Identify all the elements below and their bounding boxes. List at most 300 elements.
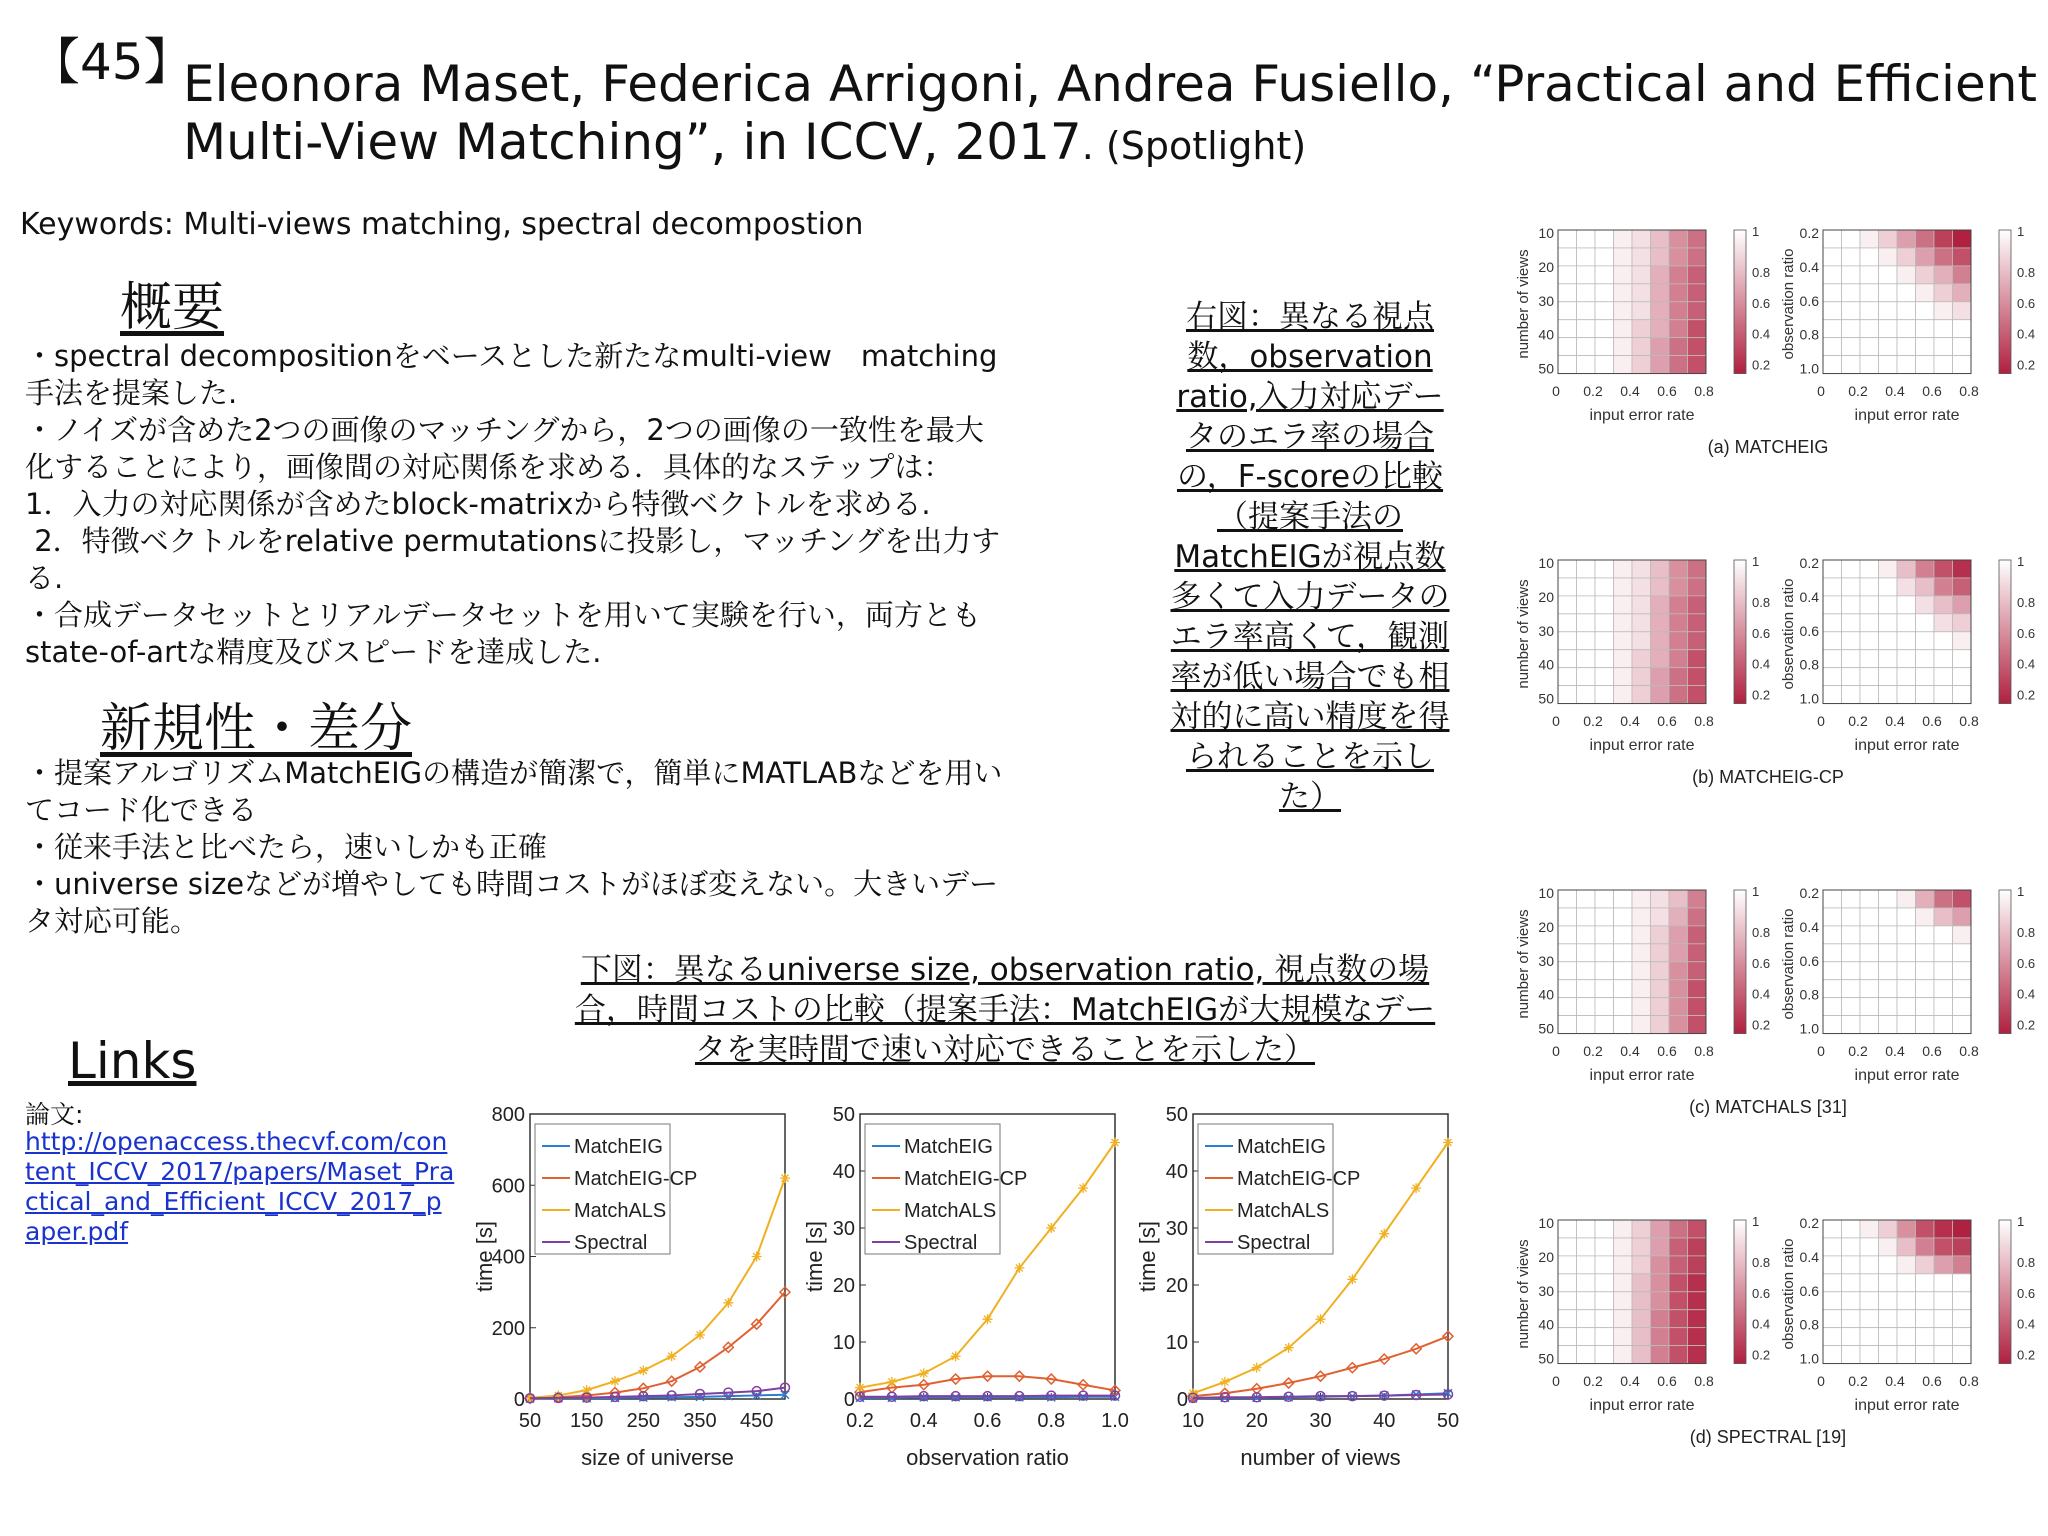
heatmap-cell (1860, 1274, 1879, 1292)
heatmap-cell (1669, 944, 1688, 962)
novelty-body (25, 755, 1095, 940)
heatmap-cell (1577, 944, 1596, 962)
heatmap-cell (1614, 320, 1633, 338)
heatmap-cell (1669, 578, 1688, 596)
heatmap-cell (1934, 944, 1953, 962)
heatmap-cell (1953, 686, 1972, 704)
paper-link[interactable]: http://openaccess.thecvf.com/content_ICCV_2017/papers/Maset_Practical_and_Efficient_ICCV_2017_paper.pdf (25, 1127, 455, 1246)
heatmap-x-tick: 0.8 (1694, 1043, 1714, 1059)
heatmap-cell (1614, 1274, 1633, 1292)
heatmap-cell (1614, 1016, 1633, 1034)
heatmap-cell (1632, 1292, 1651, 1310)
heatmap-y-label: observation ratio (1780, 578, 1797, 690)
heatmap-cell (1614, 1256, 1633, 1274)
heatmap-cell (1651, 614, 1670, 632)
heatmap-cell (1916, 560, 1935, 578)
heatmap-cell (1953, 668, 1972, 686)
heatmap-cell (1577, 926, 1596, 944)
legend-label: MatchALS (1237, 1200, 1330, 1222)
x-tick-label: 0.8 (1037, 1410, 1066, 1432)
heatmap-cell (1595, 284, 1614, 302)
heatmap-cell (1577, 668, 1596, 686)
heatmap-cell (1669, 356, 1688, 374)
heatmap-cell (1860, 596, 1879, 614)
heatmap-cell (1577, 356, 1596, 374)
heatmap-cell (1860, 1256, 1879, 1274)
heatmap-cell (1823, 686, 1842, 704)
heatmap-cell (1842, 1328, 1861, 1346)
heatmap-cell (1688, 1346, 1707, 1364)
heatmap-cell (1842, 650, 1861, 668)
y-tick-label: 0 (1176, 1389, 1188, 1411)
x-tick-label: 250 (626, 1410, 661, 1432)
heatmap-cell (1823, 302, 1842, 320)
y-axis-label: time [s] (802, 1221, 827, 1292)
y-tick-label: 30 (832, 1218, 855, 1240)
heatmap-cell (1651, 908, 1670, 926)
heatmap-cell (1860, 356, 1879, 374)
heatmap-x-tick: 0.6 (1922, 713, 1942, 729)
heatmap-cell (1595, 944, 1614, 962)
timing-line-charts (472, 1100, 1490, 1525)
heatmap-cell (1934, 1220, 1953, 1238)
paper-title (183, 55, 2043, 175)
heatmap-x-tick: 0.4 (1620, 1043, 1640, 1059)
heatmap-x-tick: 0.8 (1694, 713, 1714, 729)
bottom-caption-line: 下図：異なるuniverse size, observation ratio, 視点数の場 (580, 952, 1430, 988)
heatmap-cell (1614, 596, 1633, 614)
heatmap-cell (1823, 668, 1842, 686)
heatmap-cell (1823, 596, 1842, 614)
heatmap-cell (1632, 614, 1651, 632)
heatmap-cell (1595, 614, 1614, 632)
heatmap-cell (1614, 1292, 1633, 1310)
heatmap-cell (1953, 1328, 1972, 1346)
colorbar-tick: 0.8 (2017, 594, 2036, 610)
heatmap-cell (1879, 998, 1898, 1016)
heatmap-cell (1823, 1220, 1842, 1238)
heatmap-cell (1558, 1256, 1577, 1274)
heatmap-cell (1842, 980, 1861, 998)
heatmap-cell (1558, 560, 1577, 578)
heatmap-cell (1953, 944, 1972, 962)
heatmap-cell (1860, 578, 1879, 596)
heatmap-cell (1558, 1220, 1577, 1238)
right-caption-line: 右図：異なる視点 (1186, 299, 1434, 335)
novelty-line: ・従来手法と比べたら，速いしかも正確 (25, 830, 548, 864)
heatmap-cell (1916, 926, 1935, 944)
y-tick-label: 10 (1165, 1332, 1188, 1354)
heatmap-cell (1632, 356, 1651, 374)
heatmap-cell (1934, 230, 1953, 248)
heatmap-cell (1953, 1238, 1972, 1256)
data-point (1443, 1138, 1453, 1148)
heatmap-cell (1916, 962, 1935, 980)
heatmap-cell (1669, 266, 1688, 284)
heatmap-cell (1688, 266, 1707, 284)
heatmap-y-tick: 20 (1538, 258, 1554, 275)
heatmap-y-tick: 0.4 (1799, 588, 1819, 605)
heatmap-x-tick: 0.8 (1959, 1043, 1979, 1059)
heatmap-cell (1916, 284, 1935, 302)
heatmap-cell (1558, 668, 1577, 686)
heatmap-cell (1669, 926, 1688, 944)
heatmap-cell (1842, 248, 1861, 266)
heatmap-cell (1614, 302, 1633, 320)
right-caption-line: られることを示し (1186, 739, 1434, 775)
heatmap-cell (1688, 284, 1707, 302)
heatmap-y-label: observation ratio (1780, 1238, 1797, 1350)
heatmap-cell (1651, 302, 1670, 320)
heatmap-cell (1558, 980, 1577, 998)
data-point (1110, 1138, 1120, 1148)
heatmap-cell (1916, 1256, 1935, 1274)
data-point (610, 1376, 620, 1386)
heatmap-cell (1934, 980, 1953, 998)
heatmap-cell (1558, 230, 1577, 248)
heatmap-cell (1823, 1310, 1842, 1328)
heatmap-cell (1879, 1220, 1898, 1238)
heatmap-cell (1953, 1274, 1972, 1292)
heatmap-y-tick: 0.2 (1799, 1215, 1819, 1231)
heatmap-cell (1860, 632, 1879, 650)
heatmap-cell (1897, 1220, 1916, 1238)
heatmap-cell (1632, 890, 1651, 908)
heatmap-cell (1879, 1292, 1898, 1310)
heatmap-cell (1577, 908, 1596, 926)
colorbar-tick: 0.6 (1752, 955, 1771, 971)
heatmap-cell (1669, 980, 1688, 998)
heatmap-cell (1614, 944, 1633, 962)
heatmap-cell (1823, 230, 1842, 248)
heatmap-cell (1669, 284, 1688, 302)
heatmap-cell (1953, 1292, 1972, 1310)
heatmap-cell (1934, 284, 1953, 302)
heatmap-cell (1688, 560, 1707, 578)
heatmap-cell (1934, 1310, 1953, 1328)
x-tick-label: 0.6 (973, 1410, 1002, 1432)
heatmap-cell (1823, 560, 1842, 578)
heatmap-cell (1632, 1328, 1651, 1346)
heatmap-cell (1860, 908, 1879, 926)
heatmap-cell (1614, 668, 1633, 686)
heatmap-cell (1897, 614, 1916, 632)
heatmap-cell (1614, 614, 1633, 632)
heatmap-cell (1632, 230, 1651, 248)
heatmap-y-label: number of views (1515, 909, 1532, 1019)
heatmap-cell (1879, 1346, 1898, 1364)
heatmap-cell (1651, 1328, 1670, 1346)
heatmap-x-label: input error rate (1589, 407, 1695, 424)
y-tick-label: 40 (1165, 1161, 1188, 1183)
summary-body (25, 338, 1095, 671)
legend-label: MatchALS (574, 1200, 667, 1222)
heatmap-y-tick: 40 (1538, 326, 1554, 343)
heatmap-cell (1879, 1274, 1898, 1292)
heatmap-cell (1632, 596, 1651, 614)
heatmap-y-tick: 50 (1538, 690, 1554, 707)
heatmap-cell (1823, 338, 1842, 356)
heatmap-x-tick: 0.6 (1922, 1043, 1942, 1059)
heatmap-cell (1897, 668, 1916, 686)
heatmap-cell (1558, 1016, 1577, 1034)
colorbar-tick: 0.2 (1752, 687, 1771, 703)
colorbar-tick: 1 (1752, 554, 1760, 569)
heatmap-cell (1842, 1274, 1861, 1292)
heatmap-cell (1953, 926, 1972, 944)
heatmap-cell (1614, 998, 1633, 1016)
heatmap-cell (1860, 614, 1879, 632)
heatmap-cell (1669, 230, 1688, 248)
heatmap-cell (1595, 908, 1614, 926)
heatmap-cell (1558, 686, 1577, 704)
heatmap-cell (1897, 1292, 1916, 1310)
heatmap-cell (1669, 1016, 1688, 1034)
heatmap-cell (1688, 1274, 1707, 1292)
heatmap-cell (1558, 302, 1577, 320)
heatmap-figure-1 (1515, 224, 2035, 457)
heatmap-cell (1897, 1346, 1916, 1364)
heatmap-cell (1614, 632, 1633, 650)
heatmap-cell (1823, 962, 1842, 980)
heatmap-cell (1916, 320, 1935, 338)
heatmap-y-tick: 40 (1538, 986, 1554, 1003)
paper-title-suffix: . (Spotlight) (1081, 124, 1307, 168)
heatmap-x-tick: 0 (1817, 1373, 1825, 1389)
colorbar-tick: 0.4 (2017, 656, 2036, 672)
heatmap-cell (1595, 596, 1614, 614)
heatmap-cell (1823, 1328, 1842, 1346)
heatmap-cell (1614, 1310, 1633, 1328)
heatmap-cell (1614, 890, 1633, 908)
heatmap-cell (1651, 1016, 1670, 1034)
heatmap-cell (1669, 908, 1688, 926)
heatmap-x-tick: 0.6 (1657, 383, 1677, 399)
heatmap-cell (1651, 668, 1670, 686)
colorbar-tick: 0.8 (2017, 264, 2036, 280)
legend-label: MatchEIG-CP (904, 1168, 1028, 1190)
heatmap-cell (1842, 1292, 1861, 1310)
heatmap-cell (1669, 668, 1688, 686)
summary-line: state-of-artな精度及びスピードを達成した. (25, 635, 602, 669)
colorbar-tick: 0.2 (1752, 1017, 1771, 1033)
heatmap-cell (1879, 962, 1898, 980)
heatmap-cell (1669, 302, 1688, 320)
heatmap-x-label: input error rate (1589, 1397, 1695, 1414)
heatmap-cell (1879, 1328, 1898, 1346)
heatmap-cell (1953, 230, 1972, 248)
heatmap-cell (1577, 614, 1596, 632)
heatmap-y-label: observation ratio (1780, 248, 1797, 360)
heatmap-cell (1688, 356, 1707, 374)
colorbar (1734, 1220, 1746, 1364)
heatmap-cell (1558, 578, 1577, 596)
heatmap-cell (1669, 1346, 1688, 1364)
heatmap-cell (1916, 668, 1935, 686)
heatmap-cell (1595, 668, 1614, 686)
heatmap-cell (1558, 266, 1577, 284)
heatmap-cell (1897, 980, 1916, 998)
heatmap-x-tick: 0.6 (1657, 713, 1677, 729)
heatmap-cell (1916, 1292, 1935, 1310)
heatmap-y-tick: 0.2 (1799, 885, 1819, 901)
y-tick-label: 0 (513, 1389, 525, 1411)
colorbar-tick: 0.2 (2017, 357, 2036, 373)
heatmap-cell (1897, 1238, 1916, 1256)
heatmap-cell (1823, 578, 1842, 596)
colorbar (1999, 1220, 2011, 1364)
heatmap-cell (1879, 632, 1898, 650)
right-caption-line: 対的に高い精度を得 (1170, 699, 1450, 735)
heatmap-cell (1688, 998, 1707, 1016)
heatmap-cell (1577, 320, 1596, 338)
heatmap-cell (1916, 1310, 1935, 1328)
heatmap-cell (1916, 230, 1935, 248)
heatmap-cell (1669, 1238, 1688, 1256)
heatmap-cell (1669, 320, 1688, 338)
heatmap-cell (1842, 230, 1861, 248)
heatmap-cell (1614, 578, 1633, 596)
heatmap-cell (1897, 302, 1916, 320)
heatmap-cell (1632, 1346, 1651, 1364)
heatmap-x-label: input error rate (1589, 737, 1695, 754)
heatmap-cell (1842, 998, 1861, 1016)
colorbar-tick: 0.8 (1752, 1254, 1771, 1270)
heatmap-cell (1651, 944, 1670, 962)
y-tick-label: 20 (832, 1275, 855, 1297)
right-caption-line: 数，observation (1187, 339, 1433, 375)
heatmap-cell (1953, 356, 1972, 374)
colorbar-tick: 0.8 (2017, 924, 2036, 940)
heatmap-cell (1595, 1256, 1614, 1274)
colorbar-tick: 1 (1752, 224, 1760, 239)
colorbar-tick: 0.4 (1752, 326, 1771, 342)
bottom-caption-line: タを実時間で速い対応できることを示した） (695, 1032, 1315, 1068)
heatmap-cell (1669, 248, 1688, 266)
heatmap-cell (1860, 980, 1879, 998)
heatmap-cell (1688, 320, 1707, 338)
heatmap-cell (1823, 1346, 1842, 1364)
heatmap-cell (1558, 998, 1577, 1016)
heatmap-cell (1577, 1238, 1596, 1256)
heatmap-cell (1897, 1016, 1916, 1034)
colorbar-tick: 0.4 (1752, 656, 1771, 672)
heatmap-cell (1897, 1328, 1916, 1346)
heatmap-y-tick: 10 (1538, 555, 1554, 571)
heatmap-cell (1897, 596, 1916, 614)
summary-line: る. (25, 561, 64, 595)
heatmap-cell (1842, 284, 1861, 302)
heatmap-cell (1669, 686, 1688, 704)
heatmap-cell (1688, 908, 1707, 926)
heatmap-cell (1688, 650, 1707, 668)
heatmap-cell (1953, 302, 1972, 320)
heatmap-cell (1669, 560, 1688, 578)
heatmap-caption: (d) SPECTRAL [19] (1689, 1427, 1847, 1447)
heatmap-cell (1823, 248, 1842, 266)
summary-heading: 概要 (120, 278, 225, 338)
heatmap-cell (1934, 632, 1953, 650)
heatmap-cell (1577, 560, 1596, 578)
heatmap-cell (1842, 338, 1861, 356)
heatmap-cell (1934, 1328, 1953, 1346)
heatmap-cell (1577, 248, 1596, 266)
heatmap-cell (1860, 560, 1879, 578)
heatmap-cell (1934, 650, 1953, 668)
y-tick-label: 10 (832, 1332, 855, 1354)
colorbar-tick: 0.6 (1752, 1285, 1771, 1301)
heatmap-cell (1823, 926, 1842, 944)
heatmap-cell (1595, 890, 1614, 908)
heatmap-cell (1823, 980, 1842, 998)
heatmap-cell (1632, 1220, 1651, 1238)
heatmap-cell (1897, 1310, 1916, 1328)
heatmap-cell (1842, 1220, 1861, 1238)
heatmap-x-tick: 0.8 (1694, 383, 1714, 399)
heatmap-cell (1669, 1274, 1688, 1292)
data-point (1046, 1223, 1056, 1233)
right-caption-line: エラ率高くて，観測 (1170, 619, 1450, 655)
heatmap-cell (1632, 1016, 1651, 1034)
heatmap-cell (1897, 560, 1916, 578)
heatmap-cell (1823, 650, 1842, 668)
heatmap-cell (1669, 596, 1688, 614)
heatmap-cell (1934, 578, 1953, 596)
heatmap-y-tick: 30 (1538, 1282, 1554, 1299)
right-caption-line: MatchEIGが視点数 (1174, 539, 1446, 575)
heatmap-cell (1860, 248, 1879, 266)
heatmap-cell (1916, 578, 1935, 596)
colorbar-tick: 0.2 (1752, 1347, 1771, 1363)
heatmap-cell (1651, 560, 1670, 578)
heatmap-cell (1860, 320, 1879, 338)
x-axis-label: number of views (1240, 1445, 1401, 1470)
heatmap-y-tick: 0.8 (1799, 326, 1819, 343)
heatmap-cell (1916, 944, 1935, 962)
heatmap-cell (1632, 266, 1651, 284)
heatmap-cell (1860, 302, 1879, 320)
heatmap-panel-views (1515, 1214, 1770, 1414)
x-tick-label: 10 (1181, 1410, 1205, 1432)
heatmap-cell (1879, 1256, 1898, 1274)
heatmap-x-tick: 0.2 (1583, 383, 1603, 399)
x-axis-label: observation ratio (906, 1445, 1069, 1470)
heatmap-cell (1842, 560, 1861, 578)
heatmap-cell (1577, 266, 1596, 284)
colorbar-tick: 0.8 (1752, 594, 1771, 610)
colorbar-tick: 0.6 (1752, 295, 1771, 311)
heatmap-cell (1879, 302, 1898, 320)
heatmap-cell (1823, 1016, 1842, 1034)
heatmap-y-tick: 1.0 (1799, 360, 1819, 377)
heatmap-panel-views (1515, 224, 1770, 424)
colorbar-tick: 0.4 (2017, 326, 2036, 342)
colorbar-tick: 0.6 (2017, 955, 2036, 971)
heatmap-cell (1651, 890, 1670, 908)
x-tick-label: 40 (1373, 1410, 1396, 1432)
heatmap-y-tick: 30 (1538, 292, 1554, 309)
heatmap-x-label: input error rate (1854, 1067, 1960, 1084)
heatmap-cell (1934, 614, 1953, 632)
heatmap-cell (1879, 668, 1898, 686)
heatmap-cell (1860, 926, 1879, 944)
heatmap-cell (1916, 1220, 1935, 1238)
heatmap-panel-views (1515, 884, 1770, 1084)
heatmap-cell (1688, 614, 1707, 632)
heatmap-x-tick: 0.4 (1885, 1373, 1905, 1389)
heatmap-cell (1632, 926, 1651, 944)
heatmap-cell (1842, 1238, 1861, 1256)
